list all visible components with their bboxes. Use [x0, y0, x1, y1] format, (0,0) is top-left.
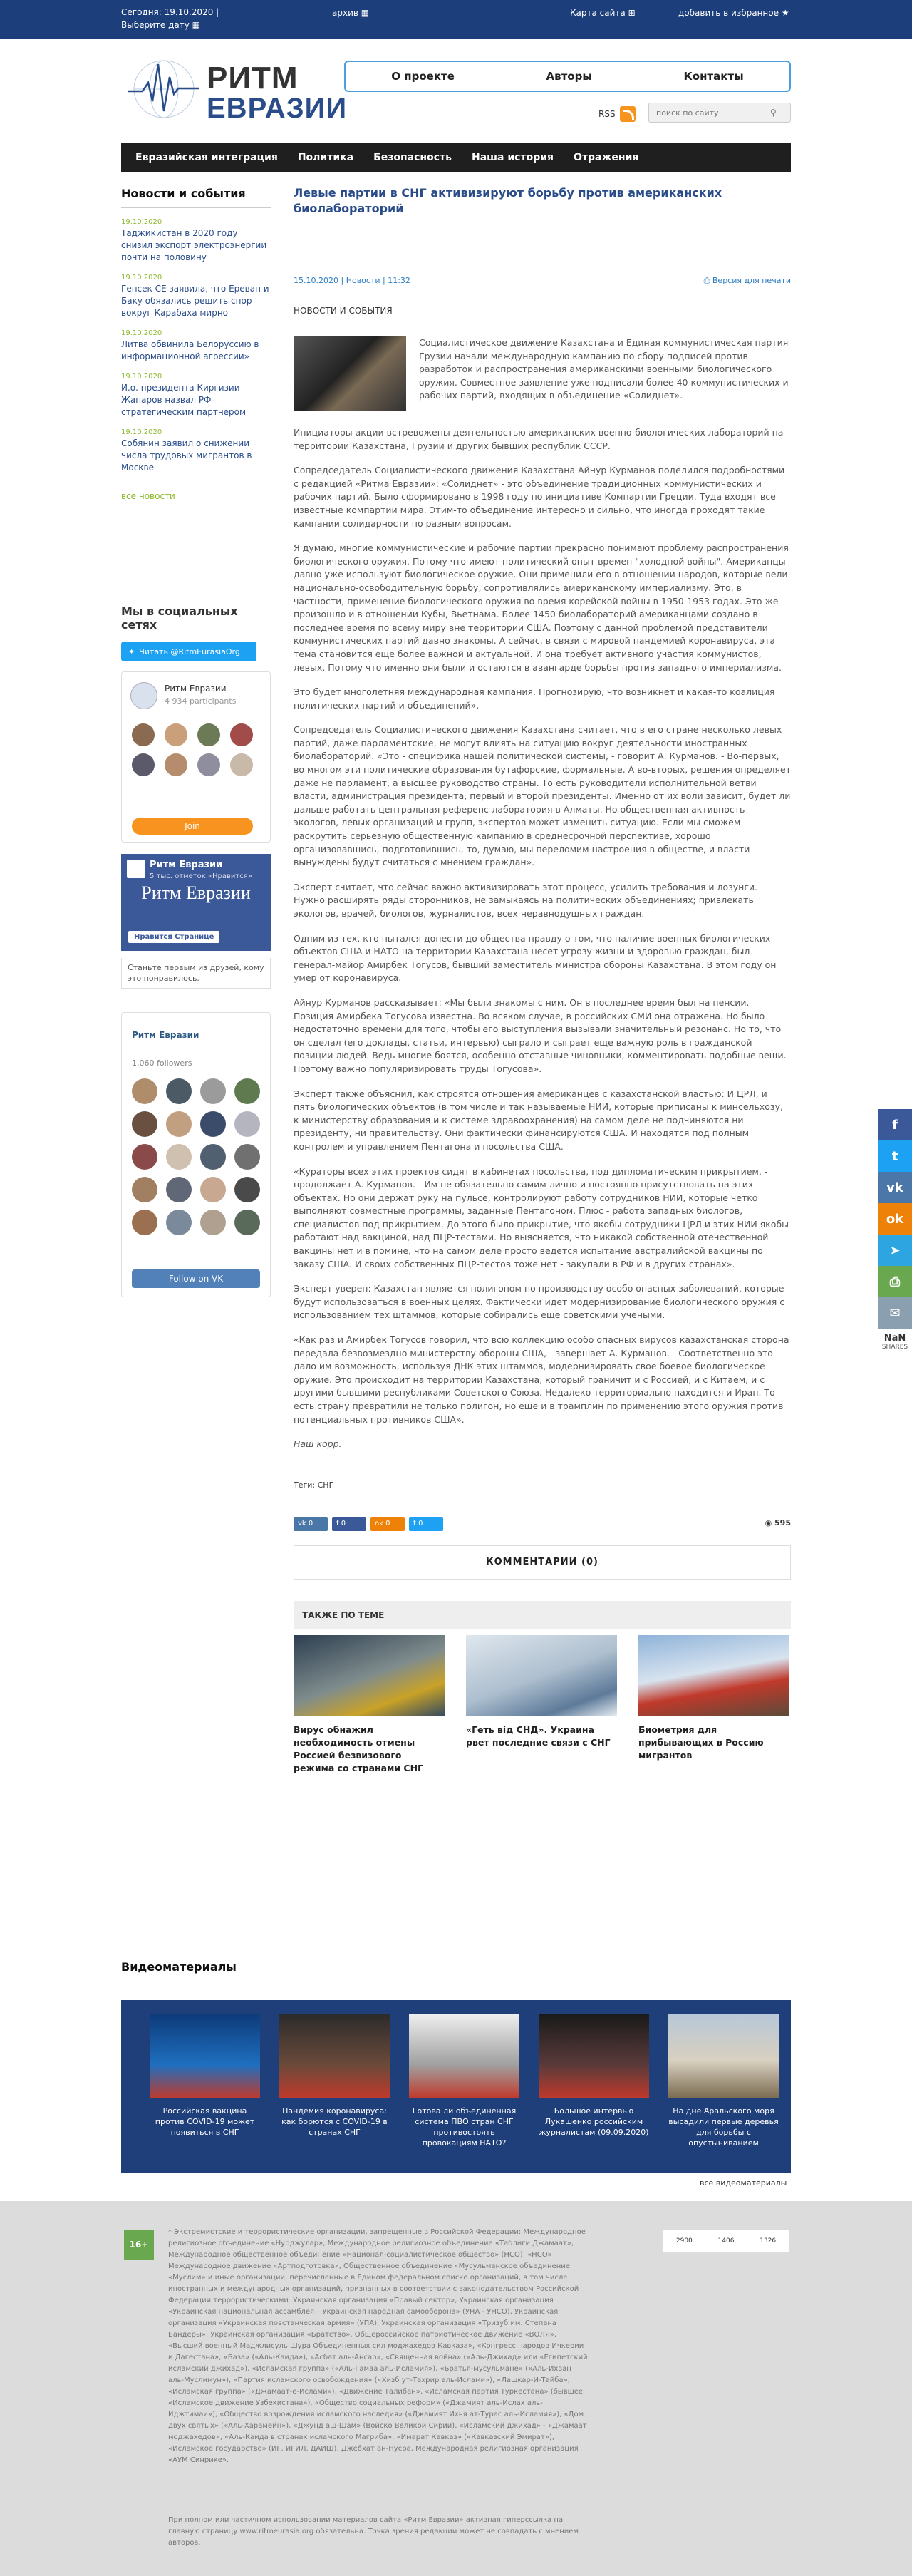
- avatar[interactable]: [234, 1210, 260, 1235]
- article-tags: Теги: СНГ: [294, 1473, 791, 1490]
- avatar[interactable]: [200, 1078, 226, 1104]
- logo-title: РИТМ: [207, 61, 299, 96]
- odnoklassniki-icon[interactable]: ok: [878, 1203, 912, 1235]
- rss-icon: [620, 106, 636, 122]
- related-title-text[interactable]: Вирус обнажил необходимость отмены Россией безвизового режима со странами СНГ: [294, 1724, 424, 1773]
- top-bar: [0, 0, 912, 39]
- article-paragraph: Это будет многолетняя международная кампания. Прогнозирую, что возникнет и какая-то коалиция политических партий и объединений».: [294, 686, 775, 711]
- email-icon[interactable]: ✉: [878, 1297, 912, 1329]
- facebook-icon[interactable]: f: [878, 1109, 912, 1140]
- avatar[interactable]: [166, 1177, 192, 1202]
- rss-label: RSS: [598, 109, 616, 119]
- news-item[interactable]: 19.10.2020 Генсек СЕ заявила, что Ереван и Баку обязались решить спор вокруг Карабаха мирно: [121, 274, 269, 318]
- article-paragraph: Эксперт также объяснил, как строятся отношения американцев с казахстанской властью: И ЦРЛ, и пять биологических объектов (в том числе и так называемые НИИ, которые приписаны к минсельхозу, к министерству образования и к системе здравоохранения) на самом деле не подчиняются ни президенту, ни правительству. Они фактически финансируются США. И находятся под полным контролем и управлением Пентагона и посольства США.: [294, 1088, 783, 1152]
- related-title-text[interactable]: Биометрия для прибывающих в Россию мигрантов: [638, 1724, 764, 1761]
- eye-icon: ◉: [765, 1518, 772, 1527]
- all-news-link[interactable]: все новости: [121, 491, 175, 501]
- avatar[interactable]: [132, 723, 155, 746]
- vk-widget: [121, 1012, 271, 1297]
- article-paragraph: Айнур Курманов рассказывает: «Мы были знакомы с ним. Он в последнее время был на пенсии. Позиция Амирбека Тогусова известна. Во всяком случае, в российских СМИ она отражена. Но было недостаточно времени для того, чтобы его выступления вызывали значительный резонанс. Но то, что он сделал (его доклады, статьи, интервью) сыграло и сыграет еще важную роль в гражданской позиции людей. Ведь многие боятся, особенно отставные чиновники, комментировать подобные вещи. Поэтому важно популяризировать труды Тогусова».: [294, 996, 787, 1074]
- article: [294, 185, 791, 1775]
- site-logo[interactable]: [128, 57, 348, 124]
- avatar[interactable]: [132, 1210, 157, 1235]
- article-image: [294, 336, 406, 411]
- social-title: Мы в социальных сетях: [121, 604, 271, 639]
- article-paragraph: Сопредседатель Социалистического движения Казахстана Айнур Курманов поделился подробностями с редакцией «Ритма Евразии»: «Солиднет» - это объединение традиционных коммунистических и рабочих партий. Было сформировано в 1998 году по инициативе Компартии Греции. Туда входят все известные компартии мира. Этим-то объединение интересно и сильно, что иногда проходят такие кампании солидарности по разным вопросам.: [294, 465, 785, 529]
- ok-join-button[interactable]: Join: [132, 818, 253, 835]
- video-item[interactable]: Готова ли объединенная система ПВО стран СНГ противостоять провокациям НАТО?: [409, 2014, 519, 2148]
- video-item[interactable]: На дне Аральского моря высадили первые деревья для борьбы с опустыниванием: [668, 2014, 779, 2148]
- main-menu: [121, 143, 791, 172]
- archive-link[interactable]: архив ▦: [332, 8, 370, 18]
- fb-cover-text: Ритм Евразии: [141, 882, 251, 903]
- article-category: НОВОСТИ И СОБЫТИЯ: [294, 306, 791, 326]
- avatar[interactable]: [166, 1210, 192, 1235]
- related-item[interactable]: [294, 1635, 445, 1775]
- videos-title: Видеоматериалы: [121, 1960, 237, 1974]
- avatar[interactable]: [200, 1144, 226, 1170]
- related-item[interactable]: [638, 1635, 789, 1775]
- ok-group-avatar[interactable]: [130, 682, 157, 709]
- article-lead: [294, 336, 791, 421]
- avatar[interactable]: [234, 1144, 260, 1170]
- telegram-icon[interactable]: ➤: [878, 1235, 912, 1266]
- article-category-link[interactable]: Новости: [346, 276, 380, 285]
- views-count: ◉ 595: [765, 1518, 791, 1527]
- print-version-link[interactable]: ⎙ Версия для печати: [703, 276, 791, 285]
- fb-like-page-button[interactable]: Нравится Странице: [128, 931, 219, 943]
- sidebar-news: [121, 187, 271, 501]
- nav-contacts[interactable]: Контакты: [683, 70, 744, 83]
- menu-security[interactable]: Безопасность: [373, 152, 452, 163]
- fb-page-name[interactable]: Ритм Евразии: [150, 860, 223, 870]
- top-navigation: [344, 61, 791, 92]
- choose-date-link[interactable]: Выберите дату: [121, 20, 190, 30]
- article-meta: 15.10.2020 | Новости | 11:32 ⎙ Версия для печати: [294, 276, 791, 285]
- article-paragraph: «Как раз и Амирбек Тогусов говорил, что всю коллекцию особо опасных вирусов казахстанская сторона передала безвозмездно министерству обороны США, - завершает А. Курманов. - Соответственно это дало им возможность, используя ДНК этих штаммов, модернизировать свое боевое биологическое оружие. Это происходит на территории Казахстана, который граничит и с Россией, и с Китаем, и с другими бывшими республиками Советского Союза. Недалеко территориально находится и Иран. То есть страну превратили не только полигон, но еще и в трамплин по применению этого оружия против потенциальных противников США».: [294, 1334, 789, 1425]
- avatar[interactable]: [166, 1144, 192, 1170]
- sitemap-icon: ⊞: [628, 8, 636, 18]
- videos-band: [121, 2000, 791, 2173]
- date-picker[interactable]: [121, 6, 219, 31]
- header: [121, 50, 791, 135]
- vk-followers: 1,060 followers: [132, 1058, 192, 1068]
- video-item[interactable]: Российская вакцина против COVID-19 может появиться в СНГ: [150, 2014, 260, 2148]
- shares-count: NaN: [884, 1333, 906, 1344]
- avatar[interactable]: [132, 1111, 157, 1137]
- article-date: 15.10.2020: [294, 276, 338, 285]
- today-date: Сегодня: 19.10.2020 |: [121, 7, 219, 17]
- facebook-share-button[interactable]: f 0: [332, 1517, 366, 1531]
- star-icon: ★: [781, 8, 789, 18]
- avatar[interactable]: [230, 753, 253, 776]
- avatar[interactable]: [132, 1177, 157, 1202]
- ok-participants: 4 934 participants: [165, 696, 237, 706]
- news-item[interactable]: 19.10.2020 Литва обвинила Белоруссию в информационной агрессии»: [121, 329, 259, 361]
- avatar[interactable]: [197, 753, 220, 776]
- article-paragraph: Я думаю, многие коммунистические и рабочие партии прекрасно понимают проблему распространения биологического оружия. Потому что имеют политический опыт времен "холодной войны". Американцы давно уже используют биологическое оружие. Они применили его в отношении народов, которые вели национально-освободительную борьбу, сопротивлялись американскому империализму. Это, в частности, применение биологического оружия во время корейской войны в 1950-1953 годах. Это же произошло и в отношении Кубы, Вьетнама. Более 1450 биолабораторий американцами создано в последнее время по всему миру вне территории США. Поэтому с данной проблемой представители коммунистических партий давно знакомы. А сейчас, в связи с мировой пандемией коронавируса, эта тема становится еще более важной и актуальной. И она требует активного участия коммунистов, левых. Потому что именно они были и остаются в авангарде борьбы против западного империализма.: [294, 542, 789, 673]
- video-item[interactable]: Пандемия коронавируса: как борются с COVID-19 в странах СНГ: [279, 2014, 390, 2148]
- calendar-icon[interactable]: ▦: [192, 20, 201, 30]
- search-icon[interactable]: ⚲: [770, 108, 777, 118]
- menu-eurasian-integration[interactable]: Евразийская интеграция: [135, 152, 278, 163]
- avatar[interactable]: [200, 1177, 226, 1202]
- article-time: 11:32: [388, 276, 410, 285]
- video-thumbnail[interactable]: [539, 2014, 649, 2098]
- fb-caption: Станьте первым из друзей, кому это понравилось.: [121, 958, 271, 989]
- logo-subtitle: ЕВРАЗИИ: [207, 93, 348, 124]
- vk-share-button[interactable]: vk 0: [294, 1517, 328, 1531]
- video-thumbnail[interactable]: [668, 2014, 779, 2098]
- avatar[interactable]: [165, 753, 187, 776]
- all-videos-link[interactable]: все видеоматериалы: [700, 2178, 787, 2188]
- menu-history[interactable]: Наша история: [472, 152, 554, 163]
- vk-icon[interactable]: vk: [878, 1172, 912, 1203]
- article-title: Левые партии в СНГ активизируют борьбу против американских биолабораторий: [294, 185, 791, 227]
- floating-share-bar: [878, 1109, 912, 1351]
- fb-page-avatar[interactable]: [127, 860, 145, 878]
- article-paragraph: Сопредседатель Социалистического движения Казахстана считает, что в его стране несколько левых партий, даже парламентские, не могут влиять на ситуацию вокруг деятельности иностранных биолабораторий. «Это - специфика нашей политической системы, - говорит А. Курманов. - Во-первых, во многом эти политические образования бутафорские, формальные. А во-вторых, решения определяет даже не парламент, а высшее руководство страны. То есть руководители исполнительной ветви власти, администрация президента, первый и второй президенты. Именно от их воли зависит, будет ли дальше работать центральная референс-лаборатория в Алматы. Но общественная активность экологов, левых организаций и групп, экспертов может изменить ситуацию. Если мы сможем раскрутить серьезную общественную кампанию в среднесрочной перспективе, хорошо организовавшись, подготовившись, то, думаю, мы переломим настроения в обществе, и власти вынуждены будут считаться с мнением граждан».: [294, 724, 791, 868]
- calendar-icon: ▦: [361, 8, 370, 18]
- tag-link[interactable]: СНГ: [317, 1480, 334, 1490]
- related-image[interactable]: [466, 1635, 617, 1716]
- avatar[interactable]: [165, 723, 187, 746]
- avatar[interactable]: [234, 1111, 260, 1137]
- video-thumbnail[interactable]: [150, 2014, 260, 2098]
- avatar[interactable]: [197, 723, 220, 746]
- related-image[interactable]: [294, 1635, 445, 1716]
- sitemap-link[interactable]: Карта сайта ⊞: [570, 8, 636, 18]
- twitter-share-button[interactable]: t 0: [409, 1517, 443, 1531]
- avatar[interactable]: [200, 1210, 226, 1235]
- article-paragraph: Эксперт считает, что сейчас важно активизировать этот процесс, усилить требования и лозунги. Нужно расширять ряды сторонников, не замыкаясь на политических объединениях; привлекать экологов, врачей, биологов, журналистов, всех неравнодушных граждан.: [294, 881, 758, 919]
- news-item[interactable]: 19.10.2020 Собянин заявил о снижении числа трудовых мигрантов в Москве: [121, 428, 252, 473]
- article-signature: Наш корр.: [294, 1438, 342, 1450]
- avatar[interactable]: [230, 723, 253, 746]
- add-favorite-link[interactable]: добавить в избранное ★: [678, 8, 789, 18]
- ok-widget: [121, 671, 271, 843]
- footer: [0, 2201, 912, 2576]
- article-paragraph: «Кураторы всех этих проектов сидят в кабинетах посольства, под дипломатическим прикрытием, - продолжает А. Курманов. - Им не обязательно самим лично и постоянно присутствовать на этих объектах. Но они держат руку на пульсе, контролируют работу сотрудников НИИ, которые четко выполняют совместные программы, заданные Пентагоном. Плюс - работа западных биологов, специалистов под прикрытием. До этого было прикрытие, что якобы сотрудники ЦРЛ и этих НИИ якобы работают над вакциной, над ПЦР-тестами. Но выясняется, что никакой собственной отечественной вакцины нет и в помине, что на самом деле просто ведется испытание австралийской вакцины по заказу США. И своих собственных ПЦР-тестов тоже нет - закупали в РФ и в других странах».: [294, 1165, 789, 1269]
- article-paragraph: Эксперт уверен: Казахстан является полигоном по производству особо опасных заболеваний, которые будут использоваться в военных целях. Фактически идет модернизирование биологического оружия с использованием тех штаммов, которые собирались еще советскими учеными.: [294, 1283, 785, 1321]
- avatar[interactable]: [166, 1111, 192, 1137]
- video-thumbnail[interactable]: [409, 2014, 519, 2098]
- avatar[interactable]: [200, 1111, 226, 1137]
- related-item[interactable]: [466, 1635, 617, 1775]
- menu-politics[interactable]: Политика: [297, 152, 354, 163]
- nav-authors[interactable]: Авторы: [546, 70, 592, 83]
- twitter-icon: ✦: [128, 646, 135, 656]
- lead-text: Социалистическое движение Казахстана и Единая коммунистическая партия Грузии начали международную кампанию по сбору подписей против разработок и распространения американскими военными биологического оружия. Совместное заявление уже подписали более 40 коммунистических и рабочих партий, входящих в объединение «Солиднет».: [419, 337, 789, 401]
- rss-link[interactable]: [598, 103, 636, 125]
- video-thumbnail[interactable]: [279, 2014, 390, 2098]
- age-rating-badge: 16+: [124, 2230, 154, 2260]
- vk-members: [132, 1078, 267, 1235]
- ok-share-button[interactable]: ok 0: [370, 1517, 405, 1531]
- footer-copyright: При полном или частичном использовании материалов сайта «Ритм Евразии» активная гиперссылка на главную страницу www.ritmeurasia.org обязательна. Точка зрения редакции может не совпадать с мнением авторов.: [168, 2516, 579, 2547]
- print-icon: ⎙: [703, 276, 710, 285]
- related-title: ТАКЖЕ ПО ТЕМЕ: [294, 1601, 791, 1629]
- video-item[interactable]: Большое интервью Лукашенко российским журналистам (09.09.2020): [539, 2014, 649, 2148]
- twitter-follow-button[interactable]: ✦ Читать @RitmEurasiaOrg: [121, 642, 256, 661]
- article-paragraph: Одним из тех, кто пытался донести до общества правду о том, что наличие военных биологических объектов США и НАТО на территории Казахстана несет угрозу жизни и здоровью граждан, был генерал-майор Амирбек Тогусов, бывший заместитель министра обороны Казахстана. В этом году он умер от коронавируса.: [294, 932, 777, 984]
- avatar[interactable]: [234, 1078, 260, 1104]
- globe-logo-icon: [128, 57, 200, 121]
- print-icon[interactable]: ⎙: [878, 1266, 912, 1297]
- sidebar-news-title: Новости и события: [121, 187, 271, 208]
- facebook-widget: [121, 854, 271, 951]
- news-item[interactable]: 19.10.2020 И.о. президента Киргизии Жапаров назвал РФ стратегическим партнером: [121, 373, 247, 417]
- avatar[interactable]: [132, 1144, 157, 1170]
- comments-button[interactable]: КОММЕНТАРИИ (0): [294, 1545, 791, 1580]
- search-input[interactable]: [649, 104, 770, 121]
- shares-label: SHARES: [881, 1344, 908, 1351]
- liveinternet-counter[interactable]: 2900 1406 1326: [663, 2230, 789, 2252]
- vk-follow-button[interactable]: Follow on VK: [132, 1269, 260, 1288]
- share-row: [294, 1517, 791, 1531]
- ok-group-name[interactable]: Ритм Евразии: [165, 684, 227, 694]
- fb-likes-count: 5 тыс. отметок «Нравится»: [150, 872, 252, 880]
- avatar[interactable]: [166, 1078, 192, 1104]
- avatar[interactable]: [132, 1078, 157, 1104]
- vk-group-name[interactable]: Ритм Евразии: [132, 1030, 200, 1040]
- avatar[interactable]: [234, 1177, 260, 1202]
- related-image[interactable]: [638, 1635, 789, 1716]
- avatar[interactable]: [132, 753, 155, 776]
- menu-reflections[interactable]: Отражения: [574, 152, 639, 163]
- related-list: [294, 1635, 791, 1775]
- footer-disclaimer: * Экстремистские и террористические организации, запрещенные в Российской Федерации: Международное религиозное объединение «Нурджулар», Международное религиозное объединение «Таблиги Джамаат», Международное общественное объединение «Национал-социалистическое общество» (НСО), «НСО» Международное движение «Артподготовка», Общественное объединение «Мусульманское объединение «Муслим» и иные организации, перечисленные в Едином федеральном списке организаций, в том числе иностранных и международных организаций, признанных в соответствии с законодательством Российской Федерации террористическими. Украинская организация «Правый сектор», Украинская организация «Украинская национальная ассамблея – Украинская народная самооборона» (УНА - УНСО), Украинская организация «Украинская повстанческая армия» (УПА), Украинская организация «Тризуб им. Степана Бандеры», Украинская организация «Братство», Общероссийское патриотическое движение «ВОЛЯ», «Высший военный Маджлисуль Шура Объединенных сил моджахедов Кавказа», «Конгресс народов Ичкерии и Дагестана», «База» («Аль-Каида»), «Асбат аль-Ансар», «Священная война» («Аль-Джихад» или «Египетский исламский джихад»), «Исламская группа» («Аль-Гамаа аль-Исламия»), «Братья-мусульмане» («Аль-Ихван аль-Муслимун»), «Партия исламского освобождения» («Хизб ут-Тахрир аль-Ислами»), «Лашкар-И-Тайба», «Исламская группа» («Джамаат-е-Ислами»), «Движение Талибан», «Исламская партия Туркестана» (бывшее «Исламское движение Узбекистана»), «Общество социальных реформ» («Джамият аль-Ислах аль-Иджтимаи»), «Общество возрождения исламского наследия» («Джамият Ихья ат-Турас аль-Исламия»), «Дом двух святых» («Аль-Харамейн»), «Джунд аш-Шам» (Войско Великой Сирии), «Исламский джихад» - «Джамаат моджахедов», «Аль-Каида в странах исламского Магриба», «Имарат Кавказ» («Кавказский Эмират»), «Исламское государство» (ИГ, ИГИЛ, ДАИШ), Джебхат ан-Нусра, Международная религиозная организация «АУМ Синрике».: [168, 2228, 588, 2464]
- related-title-text[interactable]: «Геть від СНД». Украина рвет последние связи с СНГ: [466, 1724, 611, 1748]
- nav-about[interactable]: О проекте: [391, 70, 455, 83]
- ok-members: [132, 723, 260, 776]
- search-box: [648, 103, 791, 123]
- article-paragraph: Инициаторы акции встревожены деятельностью американских военно-биологических лабораторий на территории Казахстана, Грузии и других бывших республик СССР.: [294, 427, 784, 451]
- twitter-icon[interactable]: t: [878, 1140, 912, 1172]
- news-item[interactable]: 19.10.2020 Таджикистан в 2020 году снизил экспорт электроэнергии почти на половину: [121, 218, 267, 262]
